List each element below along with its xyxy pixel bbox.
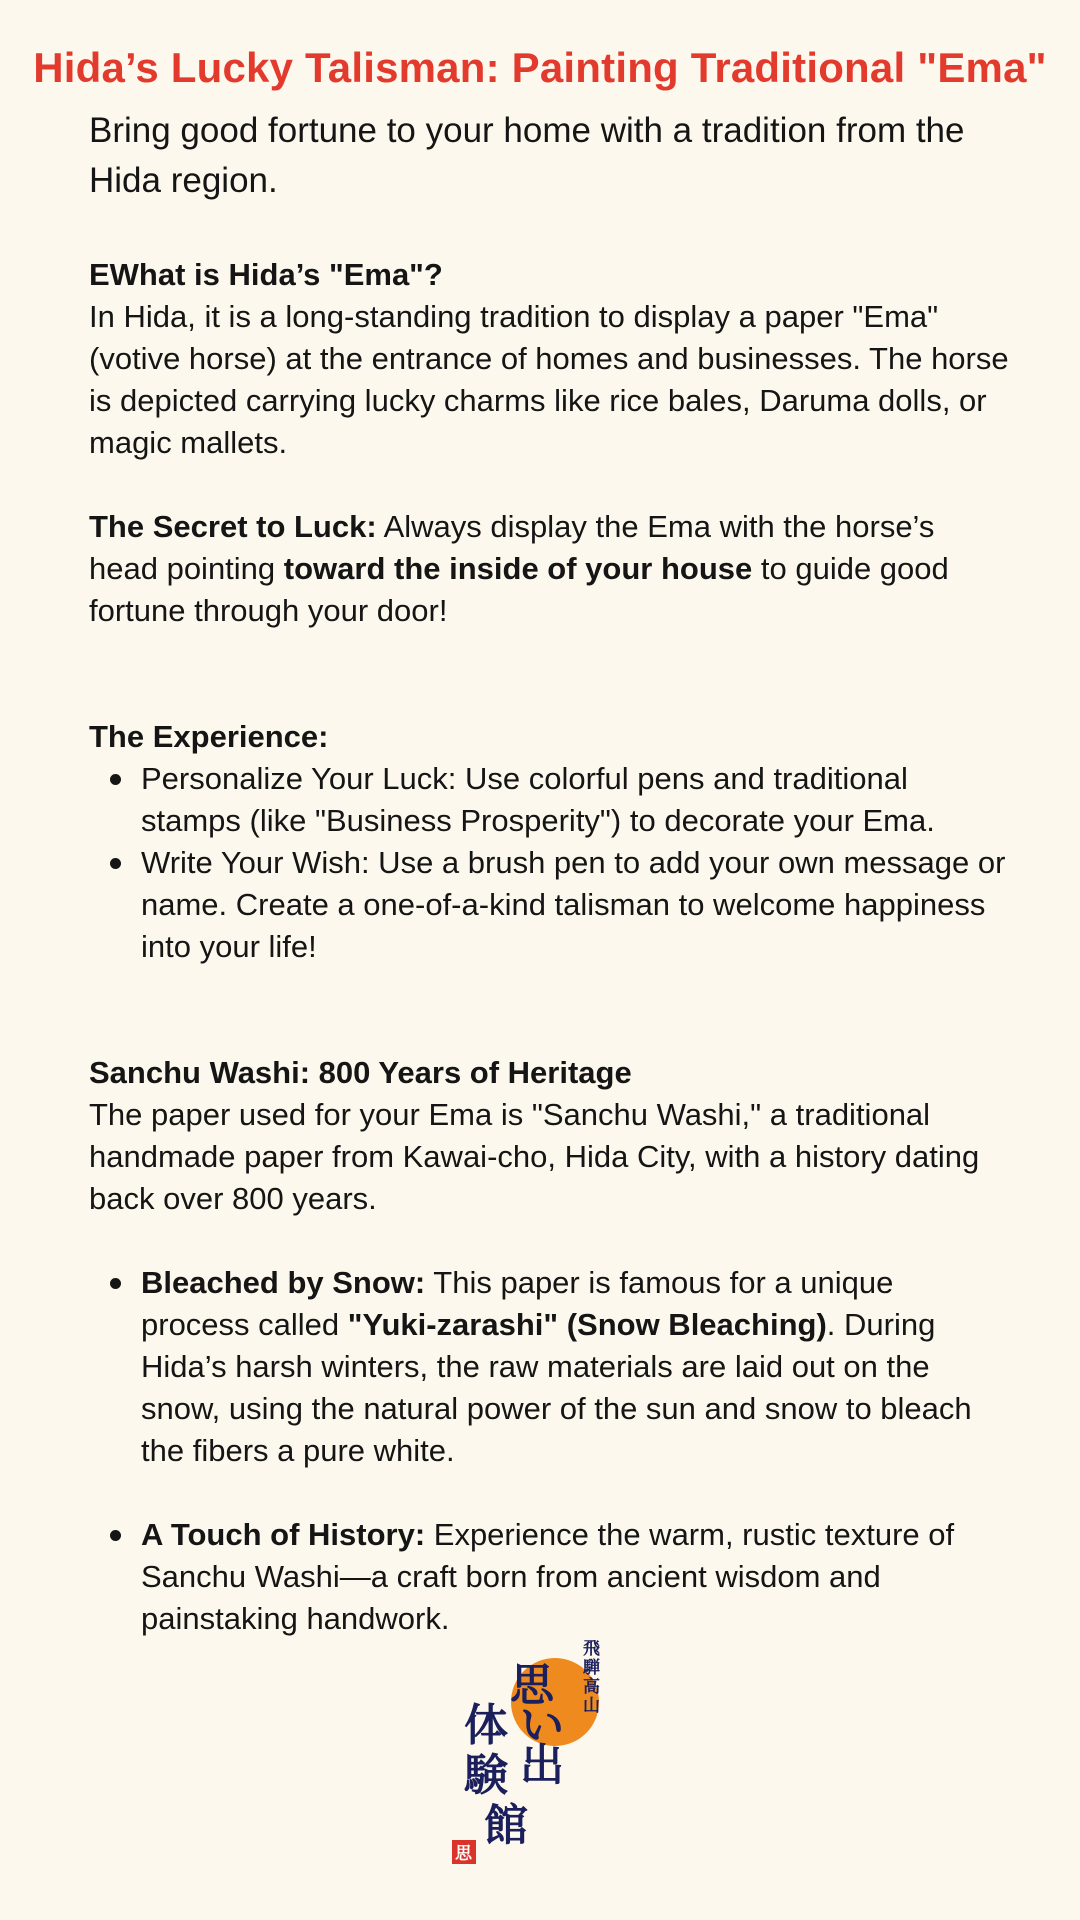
what-is-ema-body: In Hida, it is a long-standing tradition to display a paper "Ema" (votive horse) at the entrance of homes and businesses. The horse is depicted carrying lucky charms like rice bales, Daruma dolls, or magic mallets. bbox=[89, 299, 1009, 460]
history-label: A Touch of History: bbox=[141, 1517, 426, 1552]
logo-char: 騨 bbox=[583, 1658, 600, 1678]
logo-char: 高 bbox=[583, 1677, 600, 1697]
spacer bbox=[89, 968, 1009, 1052]
logo-char: 体 bbox=[464, 1700, 508, 1751]
washi-item-history bbox=[89, 1514, 1009, 1640]
snow-emphasis: "Yuki-zarashi" (Snow Bleaching) bbox=[347, 1307, 827, 1342]
washi-heading: Sanchu Washi: 800 Years of Heritage bbox=[89, 1055, 632, 1090]
spacer bbox=[89, 464, 1009, 506]
snow-label: Bleached by Snow: bbox=[141, 1265, 426, 1300]
experience-item-personalize: Personalize Your Luck: Use colorful pens and traditional stamps (like "Business Prosperity") to decorate your Ema. bbox=[89, 758, 1009, 842]
washi-item-snow bbox=[89, 1262, 1009, 1472]
secret-text-after: to guide good fortune through your door! bbox=[89, 551, 949, 628]
snow-text-before: This paper is famous for a unique process called bbox=[141, 1265, 894, 1342]
secret-label: The Secret to Luck: bbox=[89, 509, 377, 544]
secret-text-before: Always display the Ema with the horse’s head pointing bbox=[89, 509, 935, 586]
logo-char: 館 bbox=[484, 1800, 528, 1851]
omoide-taikenkan-logo-icon bbox=[450, 1640, 630, 1870]
logo-char: 出 bbox=[520, 1740, 564, 1791]
history-text: Experience the warm, rustic texture of Sanchu Washi—a craft born from ancient wisdom and painstaking handwork. bbox=[141, 1517, 955, 1636]
intro-text: Bring good fortune to your home with a tradition from the Hida region. bbox=[89, 111, 965, 200]
logo-char: い bbox=[520, 1700, 564, 1751]
logo-char: 飛 bbox=[583, 1640, 600, 1659]
spacer bbox=[89, 632, 1009, 716]
experience-list bbox=[89, 758, 1009, 968]
logo-char: 山 bbox=[583, 1696, 600, 1716]
main-content bbox=[89, 106, 1009, 1640]
washi-list bbox=[89, 1262, 1009, 1640]
spacer bbox=[89, 1220, 1009, 1262]
page-title: Hida’s Lucky Talisman: Painting Traditional "Ema" bbox=[33, 44, 1047, 91]
logo-char: 験 bbox=[464, 1750, 508, 1801]
logo-char: 思 bbox=[510, 1660, 554, 1711]
logo-seal-text: 思 bbox=[455, 1844, 472, 1864]
experience-item-write-wish: Write Your Wish: Use a brush pen to add your own message or name. Create a one-of-a-kind talisman to welcome happiness into your life! bbox=[89, 842, 1009, 968]
secret-to-luck-paragraph bbox=[89, 506, 1009, 632]
logo-text-hida-takayama bbox=[582, 1640, 606, 1716]
experience-heading: The Experience: bbox=[89, 719, 329, 754]
what-is-ema-heading: EWhat is Hida’s "Ema"? bbox=[89, 257, 443, 292]
logo-text-taikenkan bbox=[463, 1700, 528, 1851]
washi-body: The paper used for your Ema is "Sanchu Washi," a traditional handmade paper from Kawai-cho, Hida City, with a history dating back over 800 years. bbox=[89, 1097, 980, 1216]
secret-emphasis: toward the inside of your house bbox=[283, 551, 753, 586]
snow-text-after: . During Hida’s harsh winters, the raw materials are laid out on the snow, using the natural power of the sun and snow to bleach the fibers a pure white. bbox=[141, 1307, 972, 1468]
